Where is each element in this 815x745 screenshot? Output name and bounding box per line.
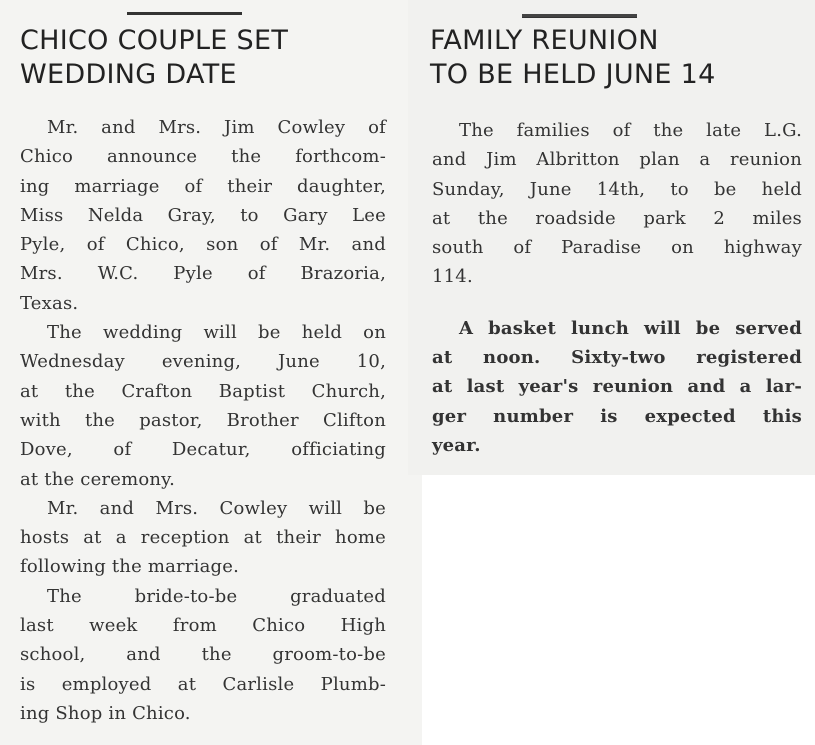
headline-line: WEDDING DATE	[20, 59, 237, 90]
right-article-body	[432, 116, 802, 460]
article-line: at last year's reunion and a lar-	[432, 376, 802, 398]
article-line: Pyle, of Chico, son of Mr. and	[20, 234, 386, 256]
right-article-column	[408, 0, 815, 475]
left-article-body	[20, 113, 386, 728]
article-line: Texas.	[20, 292, 79, 314]
headline-line: FAMILY REUNION	[430, 25, 659, 56]
article-line: last week from Chico High	[20, 615, 386, 637]
article-line: year.	[432, 434, 481, 456]
article-line: ger number is expected this	[432, 405, 802, 427]
article-line: Mrs. W.C. Pyle of Brazoria,	[20, 263, 386, 285]
article-line: at the Crafton Baptist Church,	[20, 380, 386, 402]
article-line: is employed at Carlisle Plumb-	[20, 673, 386, 695]
article-line: Sunday, June 14th, to be held	[432, 178, 802, 200]
article-line: south of Paradise on highway	[432, 237, 802, 259]
right-article-headline	[430, 24, 716, 92]
article-line: The bride-to-be graduated	[47, 585, 386, 607]
article-line: at noon. Sixty-two registered	[432, 347, 802, 369]
article-line: Chico announce the forthcom-	[20, 146, 386, 168]
article-line: The wedding will be held on	[47, 322, 386, 344]
article-line: The families of the late L.G.	[459, 120, 802, 141]
article-line: and Jim Albritton plan a reunion	[432, 149, 802, 171]
article-line: ing Shop in Chico.	[20, 702, 191, 724]
article-line: Miss Nelda Gray, to Gary Lee	[20, 204, 386, 226]
article-line: Mr. and Mrs. Jim Cowley of	[47, 117, 386, 138]
left-article-headline	[20, 24, 288, 92]
article-line: Dove, of Decatur, officiating	[20, 439, 386, 461]
article-line: Wednesday evening, June 10,	[20, 351, 386, 373]
article-line: Mr. and Mrs. Cowley will be	[47, 497, 386, 519]
top-cropped-rule	[522, 14, 637, 17]
article-line: ing marriage of their daughter,	[20, 175, 386, 197]
article-line: A basket lunch will be served	[459, 317, 802, 339]
headline-line: CHICO COUPLE SET	[20, 25, 289, 56]
article-line: following the marriage.	[20, 556, 240, 578]
headline-rule-left	[127, 12, 242, 15]
article-line: at the ceremony.	[20, 468, 176, 490]
article-line: at the roadside park 2 miles	[432, 207, 802, 229]
article-line: hosts at a reception at their home	[20, 527, 386, 549]
headline-line: TO BE HELD JUNE 14	[430, 59, 716, 90]
article-line: school, and the groom-to-be	[20, 644, 386, 666]
paragraph-gap	[432, 292, 802, 314]
article-line: 114.	[432, 266, 473, 288]
article-line: with the pastor, Brother Clifton	[20, 409, 386, 431]
